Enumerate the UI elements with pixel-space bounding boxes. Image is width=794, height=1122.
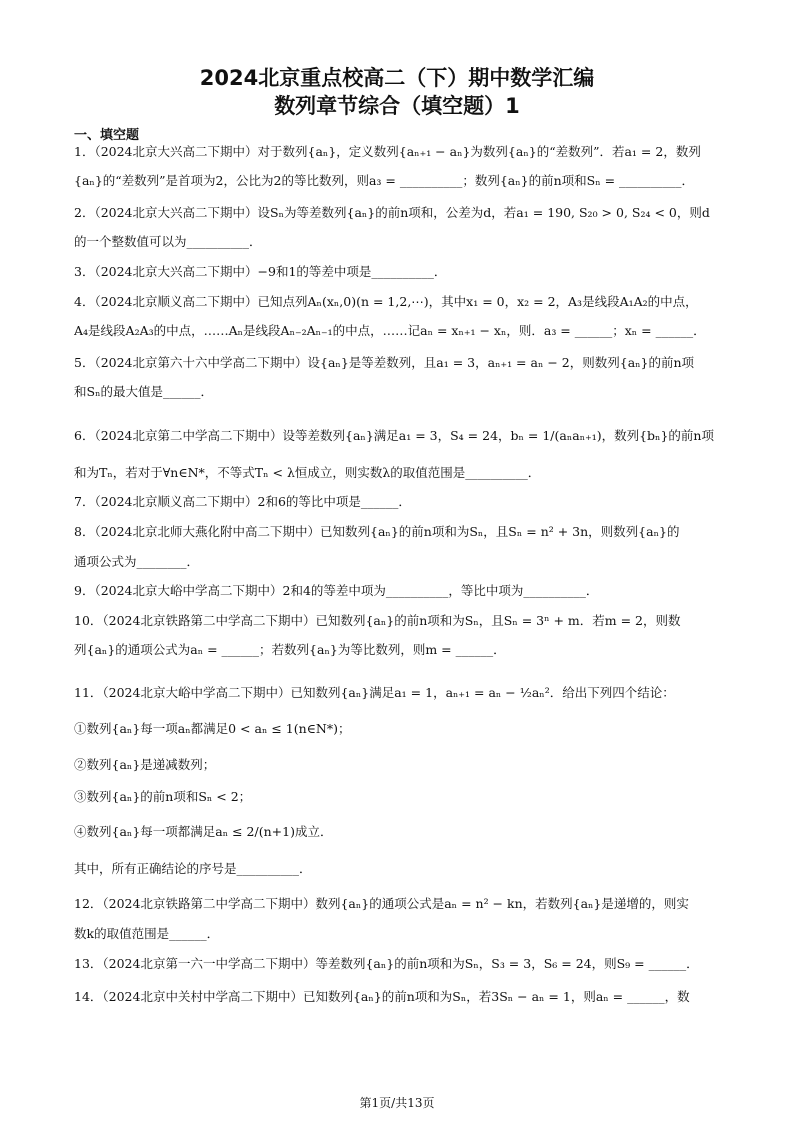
question-line: 14．（2024北京中关村中学高二下期中）已知数列{aₙ}的前n项和为Sₙ，若3Sₙ − aₙ = 1，则aₙ = ______，数 <box>74 989 690 1004</box>
question-line: 1．（2024北京大兴高二下期中）对于数列{aₙ}，定义数列{aₙ₊₁ − aₙ}为数列{aₙ}的“差数列”．若a₁ = 2，数列 <box>74 144 701 159</box>
question-line: 和为Tₙ，若对于∀n∈N*，不等式Tₙ < λ恒成立，则实数λ的取值范围是__________． <box>74 465 541 480</box>
question-line: ①数列{aₙ}每一项aₙ都满足0 < aₙ ≤ 1(n∈N*)； <box>74 721 351 736</box>
question-line: 7．（2024北京顺义高二下期中）2和6的等比中项是______． <box>74 494 411 509</box>
question-line: 13．（2024北京第一六一中学高二下期中）等差数列{aₙ}的前n项和为Sₙ，S₃ = 3，S₆ = 24，则S₉ = ______． <box>74 956 699 971</box>
question-line: A₄是线段A₂A₃的中点，……Aₙ是线段Aₙ₋₂Aₙ₋₁的中点，……记aₙ = xₙ₊₁ − xₙ，则．a₃ = ______；xₙ = ______． <box>74 323 706 338</box>
question-line: 其中，所有正确结论的序号是__________． <box>74 861 312 876</box>
question-line: 和Sₙ的最大值是______． <box>74 384 213 399</box>
question-line: 4．（2024北京顺义高二下期中）已知点列Aₙ(xₙ,0)(n = 1,2,⋯)，其中x₁ = 0，x₂ = 2，A₃是线段A₁A₂的中点， <box>74 294 698 309</box>
question-line: ④数列{aₙ}每一项都满足aₙ ≤ 2/(n+1)成立． <box>74 824 333 839</box>
question-line: 通项公式为________． <box>74 554 200 569</box>
question-line: 6．（2024北京第二中学高二下期中）设等差数列{aₙ}满足a₁ = 3，S₄ = 24，bₙ = 1/(aₙaₙ₊₁)，数列{bₙ}的前n项 <box>74 428 714 443</box>
question-line: 8．（2024北京北师大燕化附中高二下期中）已知数列{aₙ}的前n项和为Sₙ，且Sₙ = n² + 3n，则数列{aₙ}的 <box>74 524 680 539</box>
question-line: 5．（2024北京第六十六中学高二下期中）设{aₙ}是等差数列，且a₁ = 3，aₙ₊₁ = aₙ − 2，则数列{aₙ}的前n项 <box>74 355 695 370</box>
question-line: ②数列{aₙ}是递减数列； <box>74 757 216 772</box>
question-line: 数k的取值范围是______． <box>74 926 220 941</box>
question-line: 2．（2024北京大兴高二下期中）设Sₙ为等差数列{aₙ}的前n项和，公差为d，若a₁ = 190, S₂₀ > 0, S₂₄ < 0，则d <box>74 205 710 220</box>
question-line: 9．（2024北京大峪中学高二下期中）2和4的等差中项为__________，等比中项为__________． <box>74 583 599 598</box>
document-title-line-1: 2024北京重点校高二（下）期中数学汇编 <box>199 66 595 90</box>
document-title-line-2: 数列章节综合（填空题）1 <box>274 94 520 118</box>
question-line: {aₙ}的“差数列”是首项为2，公比为2的等比数列，则a₃ = __________；数列{aₙ}的前n项和Sₙ = __________． <box>74 173 695 188</box>
question-line: 3．（2024北京大兴高二下期中）−9和1的等差中项是__________． <box>74 264 447 279</box>
question-line: 11．（2024北京大峪中学高二下期中）已知数列{aₙ}满足a₁ = 1，aₙ₊₁ = aₙ − ½aₙ²．给出下列四个结论： <box>74 685 675 700</box>
question-line: 10．（2024北京铁路第二中学高二下期中）已知数列{aₙ}的前n项和为Sₙ，且Sₙ = 3ⁿ + m．若m = 2，则数 <box>74 613 681 628</box>
section-heading: 一、填空题 <box>74 128 140 143</box>
question-line: 的一个整数值可以为__________． <box>74 234 262 249</box>
question-line: 12．（2024北京铁路第二中学高二下期中）数列{aₙ}的通项公式是aₙ = n² − kn，若数列{aₙ}是递增的，则实 <box>74 896 689 911</box>
page-footer: 第1页/共13页 <box>359 1096 435 1110</box>
question-line: 列{aₙ}的通项公式为aₙ = ______；若数列{aₙ}为等比数列，则m = ______． <box>74 642 506 657</box>
question-line: ③数列{aₙ}的前n项和Sₙ < 2； <box>74 789 252 804</box>
